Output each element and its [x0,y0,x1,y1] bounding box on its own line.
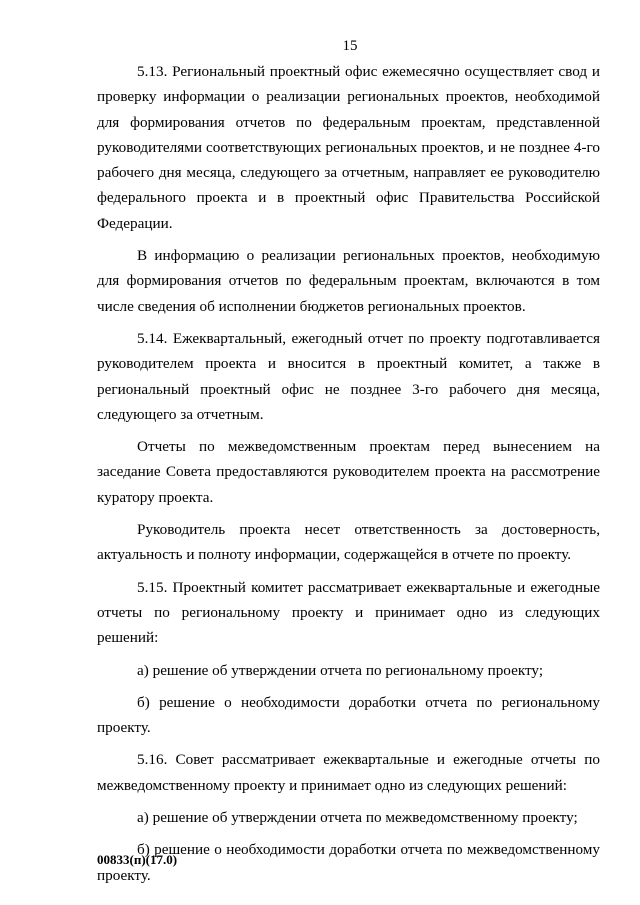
paragraph-5-16-b: б) решение о необходимости доработки отчета по межведомственному проекту. [97,841,600,884]
document-code: 00833(п)(17.0) [97,852,178,867]
paragraph-regional-info: В информацию о реализации региональных проектов, необходимую для формирования отчетов по федеральным проектам, включаются в том числе сведения об исполнении бюджетов региональных проектов. [97,247,600,315]
paragraph-project-manager-responsibility: Руководитель проекта несет ответственность за достоверность, актуальность и полноту информации, содержащейся в отчете по проекту. [97,521,600,564]
paragraph-5-15-a: а) решение об утверждении отчета по региональному проекту; [137,661,544,679]
paragraph-5-16: 5.16. Совет рассматривает ежеквартальные и ежегодные отчеты по межведомственному проекту и принимает одно из следующих решений: [97,751,600,794]
paragraph-5-14: 5.14. Ежеквартальный, ежегодный отчет по проекту подготавливается руководителем проекта и вносится в проектный комитет, а также в региональный проектный офис не позднее 3-го рабочего дня месяца, следующего за отчетным. [97,329,600,423]
paragraph-5-15-b: б) решение о необходимости доработки отчета по региональному проекту. [97,693,600,737]
paragraph-5-13: 5.13. Региональный проектный офис ежемесячно осуществляет свод и проверку информации о реализации региональных проектов, необходимой для формирования отчетов по федеральным проектам, представленной руководителями соответствующих региональных проектов, и не позднее 4-го рабочего дня месяца, следующего за отчетным, направляет ее руководителю федерального проекта и в проектный офис Правительства Российской Федерации. [97,63,600,232]
page-number: 15 [342,38,358,54]
paragraph-5-15: 5.15. Проектный комитет рассматривает ежеквартальные и ежегодные отчеты по региональному проекту и принимает одно из следующих решений: [97,578,600,647]
paragraph-5-16-a: а) решение об утверждении отчета по межведомственному проекту; [137,809,578,827]
paragraph-interdepartmental-reports: Отчеты по межведомственным проектам перед вынесением на заседание Совета предоставляются руководителем проекта на рассмотрение куратору проекта. [97,438,600,506]
document-body [97,59,600,895]
